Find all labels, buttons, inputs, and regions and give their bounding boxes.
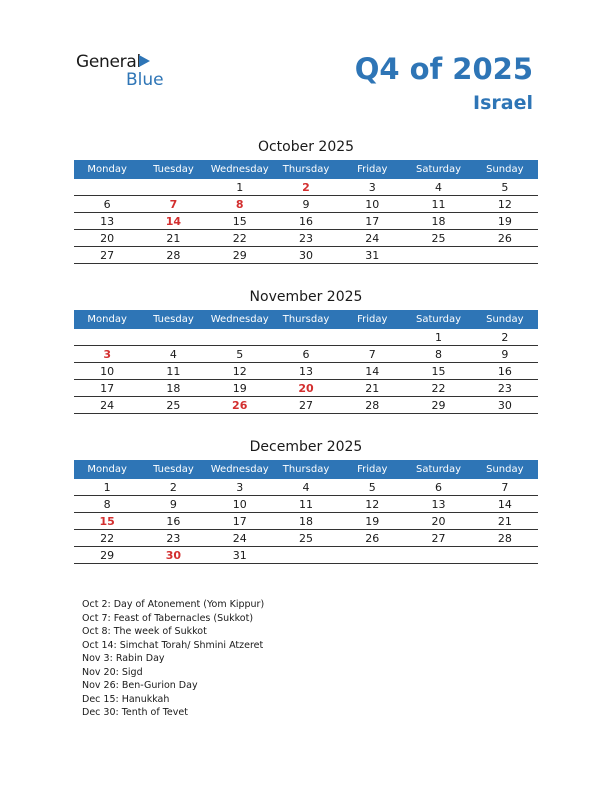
week-row: [74, 496, 538, 513]
weekday-header: [74, 460, 538, 479]
weekday-label: Wednesday: [210, 464, 269, 475]
date-cell: 13: [100, 215, 115, 228]
date-cell: 16: [166, 515, 181, 528]
weekday-label: Sunday: [486, 314, 524, 325]
week-row: [74, 397, 538, 414]
date-cell: 23: [497, 382, 512, 395]
weekday-label: Saturday: [416, 164, 462, 175]
holiday-date-cell: 2: [302, 181, 310, 194]
date-cell: 25: [431, 232, 446, 245]
weekday-label: Monday: [87, 164, 127, 175]
date-cell: [273, 329, 339, 345]
holiday-note: Nov 20: Sigd: [82, 666, 143, 678]
date-cell: 31: [365, 249, 380, 262]
weekday-label: Monday: [87, 464, 127, 475]
holiday-notes: [82, 598, 264, 720]
month-title: December 2025: [249, 439, 363, 455]
date-cell: 22: [100, 532, 115, 545]
weekday-label: Thursday: [282, 164, 330, 175]
date-cell: 16: [298, 215, 313, 228]
date-cell: 2: [501, 331, 509, 344]
date-cell: 13: [298, 365, 313, 378]
date-cell: 5: [368, 481, 376, 494]
holiday-date-cell: 26: [232, 399, 248, 412]
weekday-label: Wednesday: [210, 314, 269, 325]
date-cell: 6: [302, 348, 310, 361]
date-cell: 10: [232, 498, 247, 511]
holiday-date-cell: 14: [165, 215, 182, 228]
date-cell: 7: [368, 348, 376, 361]
date-cell: 22: [431, 382, 446, 395]
date-cell: 22: [232, 232, 247, 245]
date-cell: 1: [236, 181, 244, 194]
weekday-label: Thursday: [282, 314, 330, 325]
month-calendar-november: [74, 288, 538, 414]
date-cell: 18: [166, 382, 181, 395]
date-cell: 19: [497, 215, 512, 228]
date-cell: 21: [166, 232, 181, 245]
date-cell: [339, 329, 405, 345]
weekday-label: Friday: [357, 164, 388, 175]
date-cell: 10: [365, 198, 380, 211]
date-cell: 11: [431, 198, 446, 211]
date-cell: 17: [232, 515, 247, 528]
date-cell: 16: [497, 365, 512, 378]
date-cell: 6: [435, 481, 443, 494]
page-header: [355, 52, 533, 116]
date-cell: 24: [365, 232, 380, 245]
week-row: [74, 329, 538, 346]
date-cell: [140, 329, 206, 345]
holiday-date-cell: 20: [298, 382, 314, 395]
date-cell: 19: [232, 382, 247, 395]
date-cell: 8: [103, 498, 111, 511]
date-cell: 29: [232, 249, 247, 262]
date-cell: 31: [232, 549, 247, 562]
weekday-label: Monday: [87, 314, 127, 325]
weekday-label: Saturday: [416, 464, 462, 475]
date-cell: 4: [435, 181, 443, 194]
weekday-label: Thursday: [282, 464, 330, 475]
holiday-date-cell: 15: [99, 515, 115, 528]
weekday-label: Wednesday: [210, 164, 269, 175]
date-cell: 27: [431, 532, 446, 545]
holiday-date-cell: 30: [165, 549, 182, 562]
holiday-note: Oct 8: The week of Sukkot: [82, 626, 207, 637]
date-cell: 1: [435, 331, 443, 344]
date-cell: 8: [435, 348, 443, 361]
week-row: [74, 479, 538, 496]
date-cell: 11: [298, 498, 313, 511]
week-row: [74, 196, 538, 213]
date-cell: 18: [298, 515, 313, 528]
holiday-note: Dec 15: Hanukkah: [82, 693, 170, 705]
date-cell: 14: [497, 498, 512, 511]
month-calendar-december: [74, 438, 538, 564]
date-cell: 9: [302, 198, 310, 211]
logo-flag-icon: [139, 55, 150, 67]
holiday-note: Oct 14: Simchat Torah/ Shmini Atzeret: [82, 639, 264, 651]
date-cell: 19: [365, 515, 380, 528]
holiday-note: Nov 3: Rabin Day: [82, 653, 165, 664]
logo-blue-text: Blue: [126, 70, 164, 90]
date-cell: 18: [431, 215, 446, 228]
week-row: [74, 213, 538, 230]
holiday-date-cell: 7: [169, 198, 178, 211]
weekday-label: Friday: [357, 464, 388, 475]
date-cell: 12: [497, 198, 512, 211]
holiday-date-cell: 3: [103, 348, 111, 361]
date-cell: [405, 247, 471, 263]
date-cell: 2: [169, 481, 177, 494]
date-cell: [140, 179, 206, 195]
country-name: Israel: [473, 92, 533, 114]
date-cell: 4: [169, 348, 177, 361]
month-calendar-october: [74, 138, 538, 264]
date-cell: 3: [368, 181, 376, 194]
month-title: November 2025: [249, 289, 363, 305]
week-row: [74, 346, 538, 363]
week-row: [74, 513, 538, 530]
date-cell: 26: [365, 532, 380, 545]
weekday-label: Friday: [357, 314, 388, 325]
date-cell: [74, 179, 140, 195]
date-cell: 14: [365, 365, 380, 378]
holiday-date-cell: 8: [235, 198, 244, 211]
weekday-label: Tuesday: [153, 164, 194, 175]
date-cell: 10: [100, 365, 115, 378]
date-cell: 21: [497, 515, 512, 528]
date-cell: 26: [497, 232, 512, 245]
date-cell: 28: [365, 399, 380, 412]
date-cell: 27: [100, 249, 115, 262]
week-row: [74, 363, 538, 380]
date-cell: 21: [365, 382, 380, 395]
weekday-label: Saturday: [416, 314, 462, 325]
date-cell: 25: [166, 399, 181, 412]
month-title: October 2025: [257, 139, 355, 155]
date-cell: 7: [501, 481, 509, 494]
week-row: [74, 380, 538, 397]
date-cell: 17: [365, 215, 380, 228]
date-cell: 28: [166, 249, 181, 262]
week-row: [74, 247, 538, 264]
weekday-label: Tuesday: [153, 464, 194, 475]
week-row: [74, 230, 538, 247]
holiday-note: Oct 2: Day of Atonement (Yom Kippur): [82, 599, 265, 610]
date-cell: 29: [100, 549, 115, 562]
date-cell: 29: [431, 399, 446, 412]
date-cell: 30: [497, 399, 512, 412]
weekday-header: [74, 310, 538, 329]
date-cell: 23: [166, 532, 181, 545]
date-cell: [339, 547, 405, 563]
weekday-label: Tuesday: [153, 314, 194, 325]
date-cell: [207, 329, 273, 345]
date-cell: 30: [298, 249, 313, 262]
date-cell: 1: [103, 481, 111, 494]
weekday-label: Sunday: [486, 164, 524, 175]
date-cell: 12: [232, 365, 247, 378]
holiday-note: Dec 30: Tenth of Tevet: [82, 707, 188, 718]
date-cell: 20: [100, 232, 115, 245]
date-cell: 23: [298, 232, 313, 245]
date-cell: 12: [365, 498, 380, 511]
date-cell: 24: [100, 399, 115, 412]
date-cell: 28: [497, 532, 512, 545]
date-cell: 11: [166, 365, 181, 378]
date-cell: 17: [100, 382, 115, 395]
date-cell: [472, 247, 538, 263]
date-cell: 27: [298, 399, 313, 412]
date-cell: 5: [236, 348, 244, 361]
page-title: Q4 of 2025: [354, 52, 533, 86]
date-cell: 5: [501, 181, 509, 194]
logo-general-text: General: [76, 52, 141, 72]
holiday-note: Nov 26: Ben-Gurion Day: [82, 680, 198, 691]
date-cell: [405, 547, 471, 563]
week-row: [74, 547, 538, 564]
date-cell: 13: [431, 498, 446, 511]
date-cell: 9: [501, 348, 509, 361]
date-cell: [273, 547, 339, 563]
date-cell: 25: [298, 532, 313, 545]
date-cell: 4: [302, 481, 310, 494]
date-cell: 3: [236, 481, 244, 494]
logo: [76, 52, 164, 88]
date-cell: 6: [103, 198, 111, 211]
date-cell: 20: [431, 515, 446, 528]
weekday-label: Sunday: [486, 464, 524, 475]
week-row: [74, 530, 538, 547]
date-cell: [74, 329, 140, 345]
holiday-note: Oct 7: Feast of Tabernacles (Sukkot): [82, 612, 254, 624]
weekday-header: [74, 160, 538, 179]
date-cell: 15: [431, 365, 446, 378]
date-cell: 24: [232, 532, 247, 545]
week-row: [74, 179, 538, 196]
date-cell: 9: [169, 498, 177, 511]
date-cell: [472, 547, 538, 563]
date-cell: 15: [232, 215, 247, 228]
